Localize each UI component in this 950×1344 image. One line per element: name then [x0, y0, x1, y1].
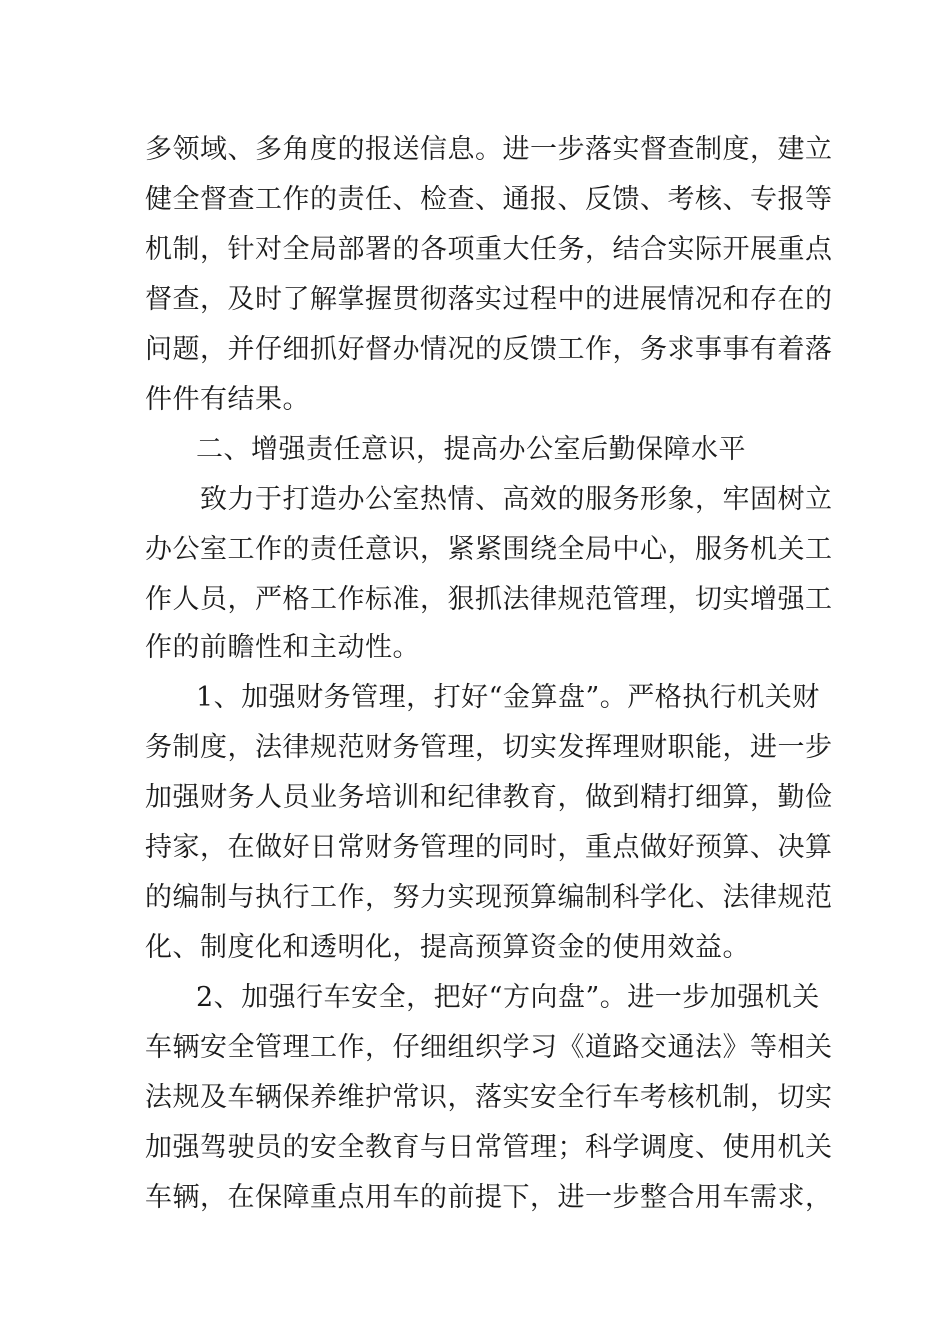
- text-line: 健全督查工作的责任、检查、通报、反馈、考核、专报等: [145, 184, 833, 215]
- text-line: 持家，在做好日常财务管理的同时，重点做好预算、决算: [145, 832, 833, 863]
- text-line: 2、加强行车安全，把好“方向盘”。进一步加强机关: [196, 982, 820, 1013]
- text-line: 多领域、多角度的报送信息。进一步落实督查制度，建立: [145, 134, 833, 165]
- text-line: 加强驾驶员的安全教育与日常管理；科学调度、使用机关: [145, 1132, 833, 1163]
- text-line: 1、加强财务管理，打好“金算盘”。严格执行机关财: [196, 682, 820, 713]
- text-line: 办公室工作的责任意识，紧紧围绕全局中心，服务机关工: [145, 534, 833, 565]
- text-line: 车辆，在保障重点用车的前提下，进一步整合用车需求，: [145, 1182, 833, 1213]
- text-line: 法规及车辆保养维护常识，落实安全行车考核机制，切实: [145, 1082, 833, 1113]
- text-line: 督查，及时了解掌握贯彻落实过程中的进展情况和存在的: [145, 284, 833, 315]
- text-line: 机制，针对全局部署的各项重大任务，结合实际开展重点: [145, 234, 833, 265]
- text-line: 车辆安全管理工作，仔细组织学习《道路交通法》等相关: [145, 1032, 833, 1063]
- text-line: 作的前瞻性和主动性。: [145, 632, 420, 663]
- text-line: 务制度，法律规范财务管理，切实发挥理财职能，进一步: [145, 732, 833, 763]
- text-line: 的编制与执行工作，努力实现预算编制科学化、法律规范: [145, 882, 833, 913]
- text-line: 作人员，严格工作标准，狠抓法律规范管理，切实增强工: [145, 584, 833, 615]
- text-line: 致力于打造办公室热情、高效的服务形象，牢固树立: [200, 484, 833, 515]
- text-line: 件件有结果。: [145, 384, 310, 415]
- section-heading: 二、增强责任意识，提高办公室后勤保障水平: [196, 434, 746, 465]
- text-line: 化、制度化和透明化，提高预算资金的使用效益。: [145, 932, 750, 963]
- text-line: 问题，并仔细抓好督办情况的反馈工作，务求事事有着落: [145, 334, 833, 365]
- text-line: 加强财务人员业务培训和纪律教育，做到精打细算，勤俭: [145, 782, 833, 813]
